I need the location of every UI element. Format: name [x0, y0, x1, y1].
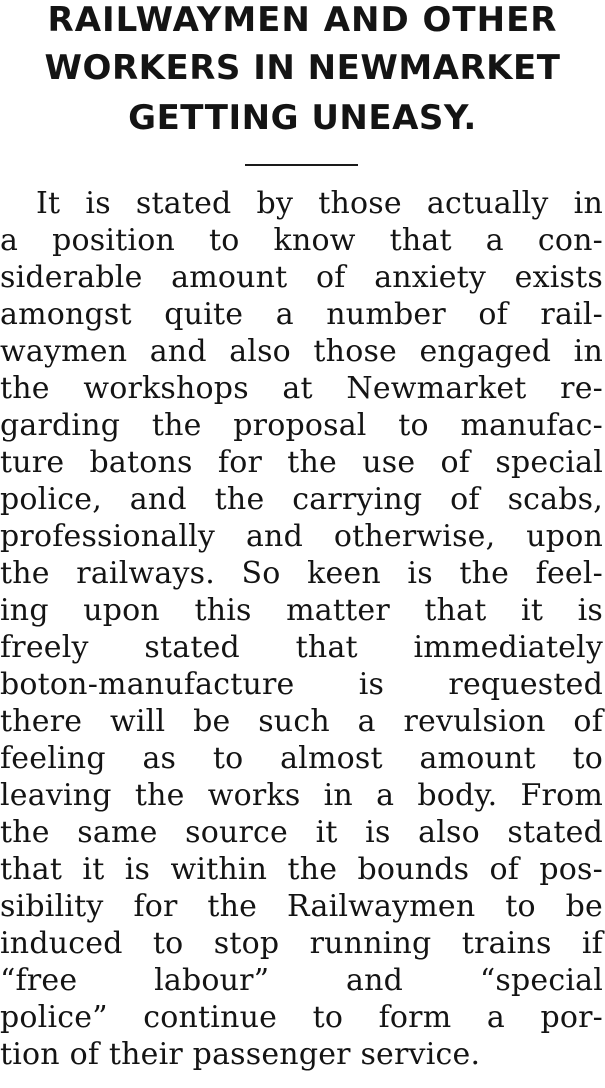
body-line: there will be such a revulsion of [0, 704, 603, 739]
body-line: amongst quite a number of rail- [0, 297, 603, 332]
body-line: freely stated that immediately [0, 630, 603, 665]
body-line: It is stated by those actually in [36, 186, 603, 221]
body-line: feeling as to almost amount to [0, 741, 603, 776]
body-line-last: tion of their passenger service. [0, 1037, 481, 1072]
body-line: sibility for the Railwaymen to be [0, 889, 603, 924]
body-line: garding the proposal to manufac- [0, 408, 603, 443]
body-line: induced to stop running trains if [0, 926, 603, 961]
headline-divider-rule [245, 164, 358, 166]
headline-line-3: GETTING UNEASY. [128, 98, 477, 138]
body-line: police, and the carrying of scabs, [0, 482, 603, 517]
body-line: professionally and otherwise, upon [0, 519, 603, 554]
body-line: a position to know that a con- [0, 223, 603, 258]
body-line: the workshops at Newmarket re- [0, 371, 603, 406]
body-line: the railways. So keen is the feel- [0, 556, 603, 591]
body-line: police” continue to form a por- [0, 1000, 603, 1035]
body-line: ture batons for the use of special [0, 445, 603, 480]
body-line: ing upon this matter that it is [0, 593, 603, 628]
body-line: the same source it is also stated [0, 815, 603, 850]
body-line: waymen and also those engaged in [0, 334, 603, 369]
body-line: “free labour” and “special [0, 963, 603, 998]
headline-line-2: WORKERS IN NEWMARKET [44, 48, 561, 88]
headline-line-1: RAILWAYMEN AND OTHER [47, 0, 558, 40]
body-line: that it is within the bounds of pos- [0, 852, 603, 887]
body-line: boton-manufacture is requested [0, 667, 603, 702]
body-line: leaving the works in a body. From [0, 778, 603, 813]
body-line: siderable amount of anxiety exists [0, 260, 603, 295]
